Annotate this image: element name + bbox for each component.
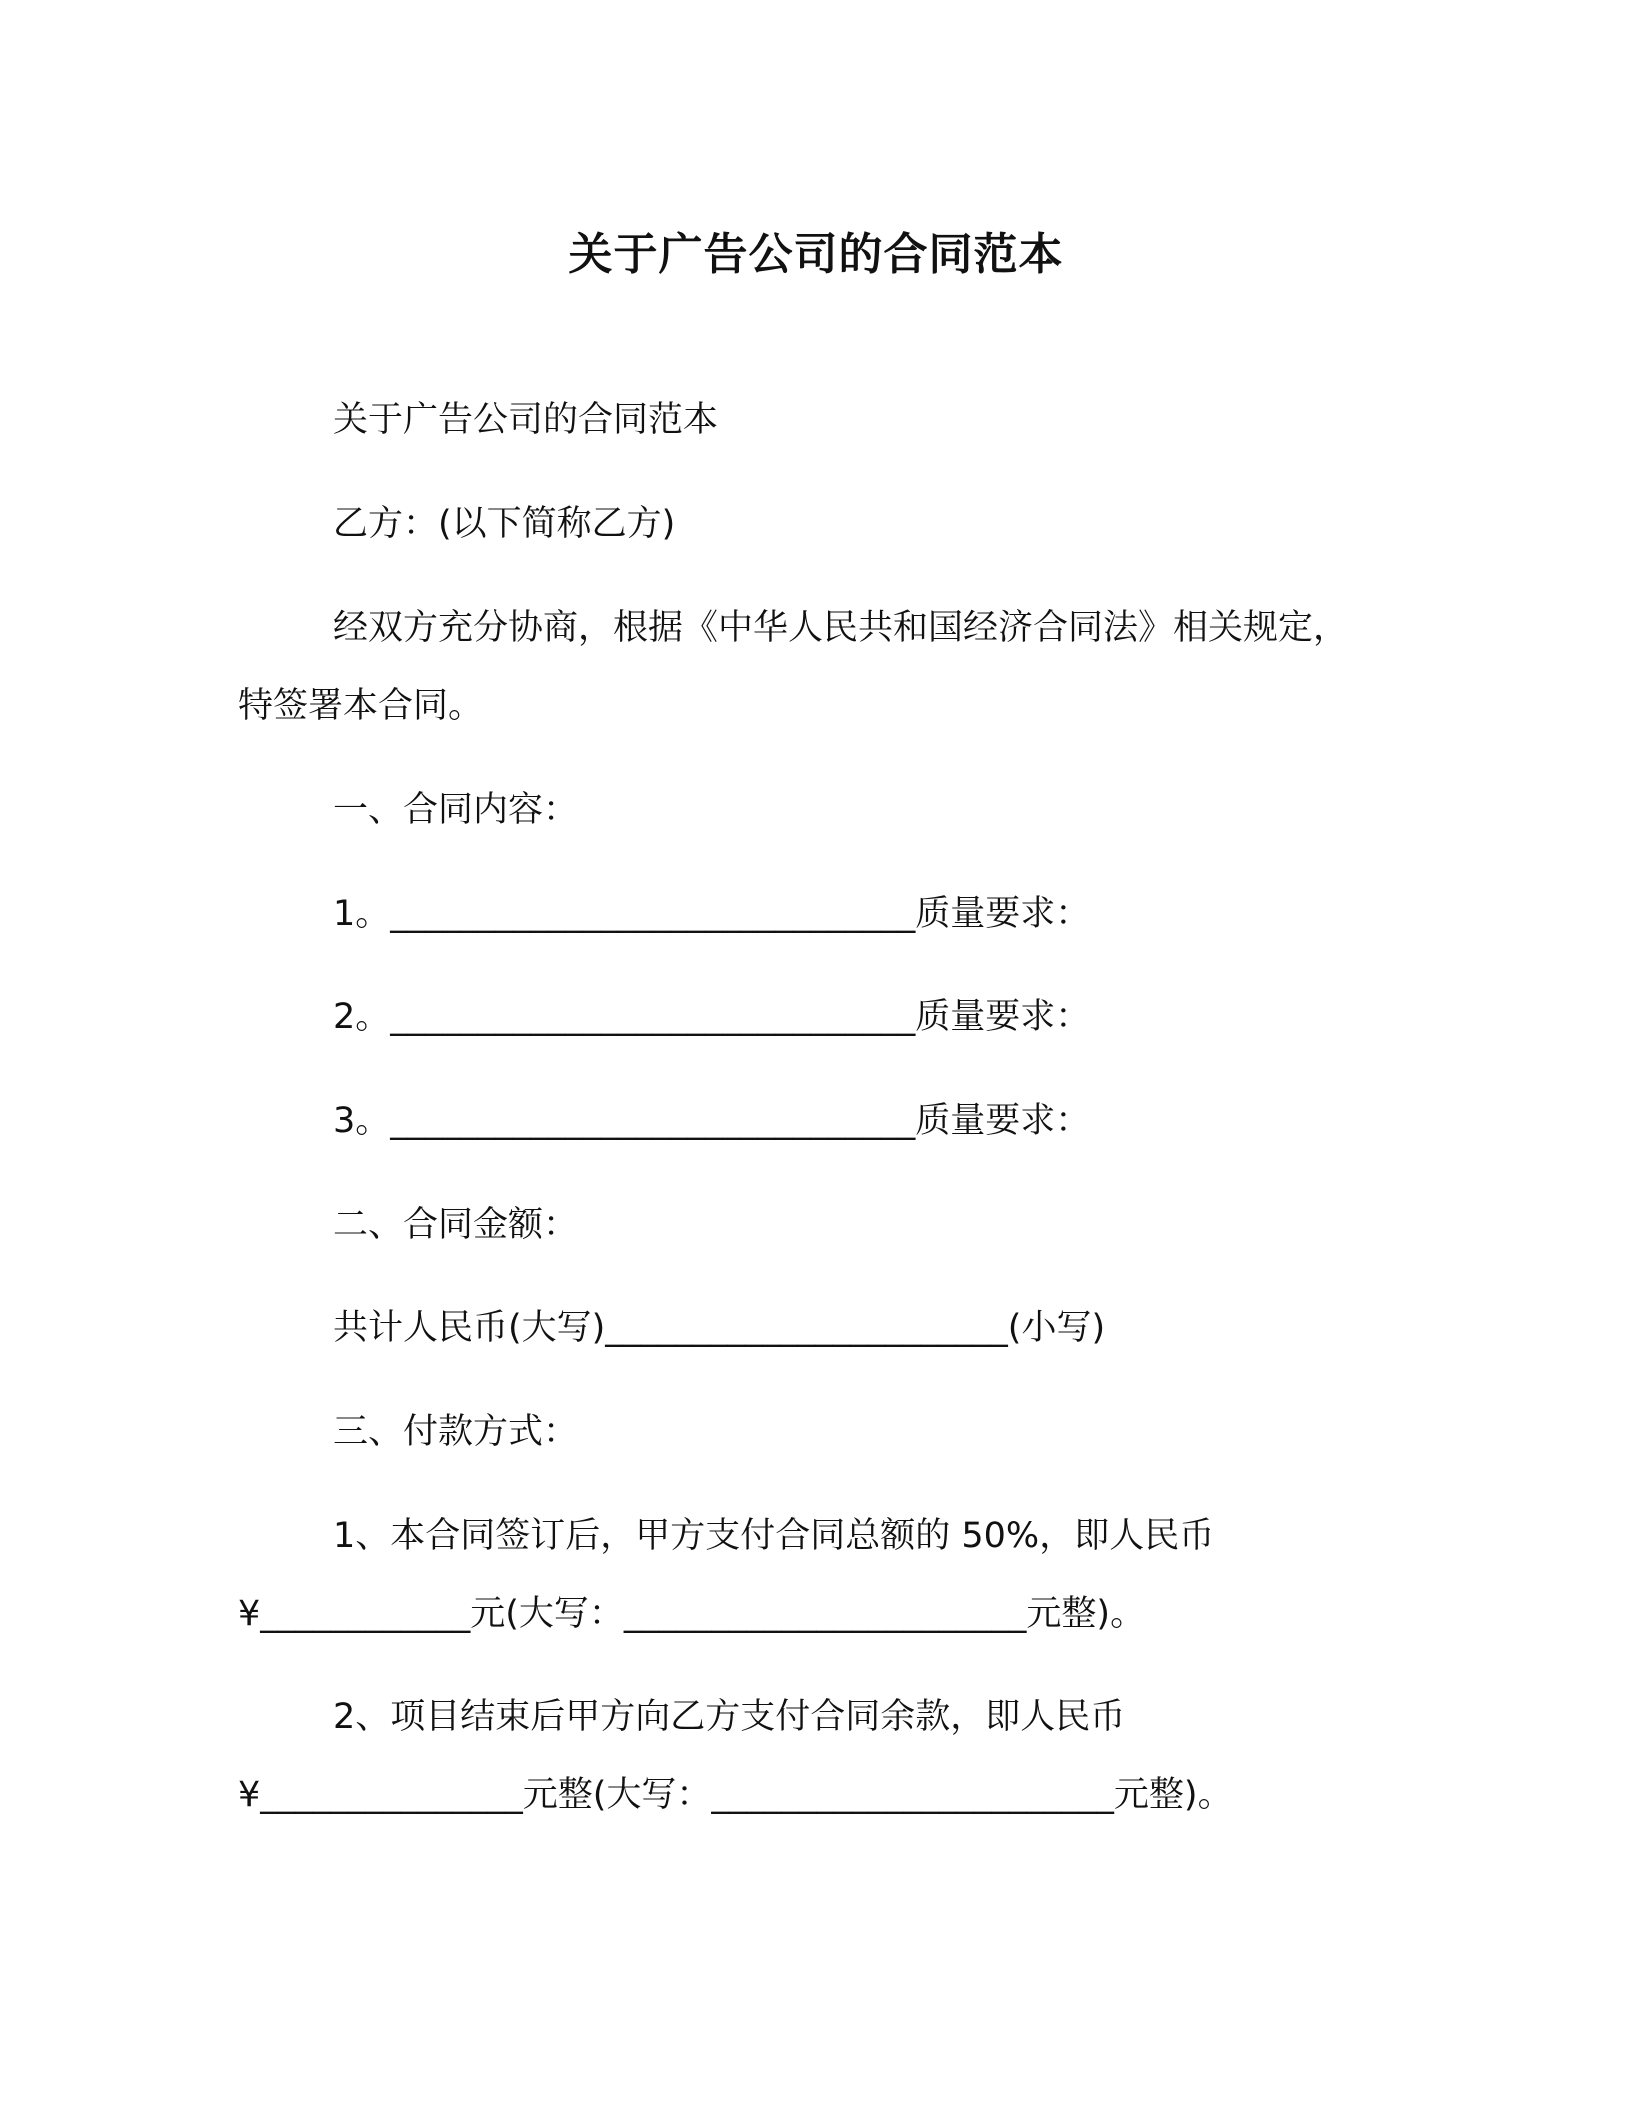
payment-1-line-1: 1、本合同签订后，甲方支付合同总额的 50%，即人民币 xyxy=(333,1516,1215,1556)
content-item-1: 1。______________________________质量要求： xyxy=(333,894,1091,934)
payment-2-line-2: ¥_______________元整(大写：_______________________元整)。 xyxy=(238,1775,1233,1815)
content-item-3: 3。______________________________质量要求： xyxy=(333,1101,1091,1141)
subtitle: 关于广告公司的合同范本 xyxy=(333,400,719,440)
section3-heading: 三、付款方式： xyxy=(333,1412,579,1452)
preamble-line-1: 经双方充分协商，根据《中华人民共和国经济合同法》相关规定， xyxy=(333,608,1349,648)
section2-heading: 二、合同金额： xyxy=(333,1205,579,1245)
content-item-2: 2。______________________________质量要求： xyxy=(333,997,1091,1037)
party-b-line: 乙方：(以下简称乙方) xyxy=(333,504,676,544)
section1-heading: 一、合同内容： xyxy=(333,790,579,830)
preamble-line-2: 特签署本合同。 xyxy=(238,686,484,726)
payment-2-line-1: 2、项目结束后甲方向乙方支付合同余款，即人民币 xyxy=(333,1697,1126,1737)
document-title: 关于广告公司的合同范本 xyxy=(568,229,1064,280)
amount-line: 共计人民币(大写)_______________________(小写) xyxy=(333,1308,1106,1348)
payment-1-line-2: ¥____________元(大写：_______________________元整)。 xyxy=(238,1594,1146,1634)
